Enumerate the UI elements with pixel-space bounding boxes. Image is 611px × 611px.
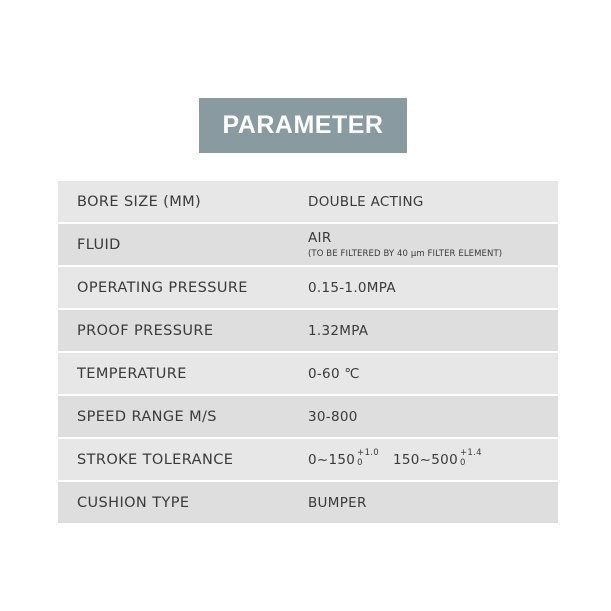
table-row-temperature (58, 353, 558, 396)
parameter-title-box (199, 98, 407, 153)
row-value (308, 267, 396, 308)
row-value-text: 30-800 (308, 408, 358, 425)
tolerance-upper: +1.4 (459, 447, 482, 458)
row-value (308, 482, 367, 523)
tolerance-range-2 (393, 447, 482, 470)
row-value-text: AIR (308, 230, 332, 246)
row-label: OPERATING PRESSURE (77, 279, 248, 296)
tolerance-base: 0~150 (308, 451, 356, 468)
row-label: TEMPERATURE (77, 365, 187, 382)
row-value-text: 0.15-1.0MPA (308, 279, 396, 296)
row-value (308, 181, 424, 222)
tolerance-limits (460, 448, 482, 468)
table-row-proof-pressure (58, 310, 558, 353)
row-label: CUSHION TYPE (77, 494, 190, 511)
row-value-text: DOUBLE ACTING (308, 193, 424, 210)
row-value-text: BUMPER (308, 494, 367, 511)
fluid-note: (TO BE FILTERED BY 40 μm FILTER ELEMENT) (308, 249, 503, 259)
table-row-speed-range (58, 396, 558, 439)
row-value (308, 224, 502, 265)
stroke-tolerance-values (308, 447, 496, 470)
row-value (308, 439, 496, 480)
row-value (308, 310, 368, 351)
table-row-operating-pressure (58, 267, 558, 310)
tolerance-lower: 0 (357, 457, 363, 468)
table-row-fluid (58, 224, 558, 267)
row-value-text: 0-60 ℃ (308, 365, 360, 382)
row-label: FLUID (77, 236, 121, 253)
row-label: PROOF PRESSURE (77, 322, 214, 339)
tolerance-lower: 0 (459, 457, 466, 468)
table-row-stroke-tolerance (58, 439, 558, 482)
row-value-text: 1.32MPA (308, 322, 369, 339)
page-title: PARAMETER (222, 111, 384, 139)
table-row-bore-size (58, 181, 558, 224)
tolerance-base: 150~500 (393, 451, 458, 468)
tolerance-limits (357, 448, 379, 468)
row-label: BORE SIZE (MM) (77, 193, 202, 210)
row-label: STROKE TOLERANCE (77, 451, 234, 468)
parameter-table (58, 181, 558, 525)
tolerance-upper: +1.0 (357, 447, 380, 458)
table-row-cushion-type (58, 482, 558, 525)
row-label: SPEED RANGE M/S (77, 408, 217, 425)
row-value (308, 353, 360, 394)
row-value (308, 396, 358, 437)
tolerance-range-1 (308, 447, 380, 470)
